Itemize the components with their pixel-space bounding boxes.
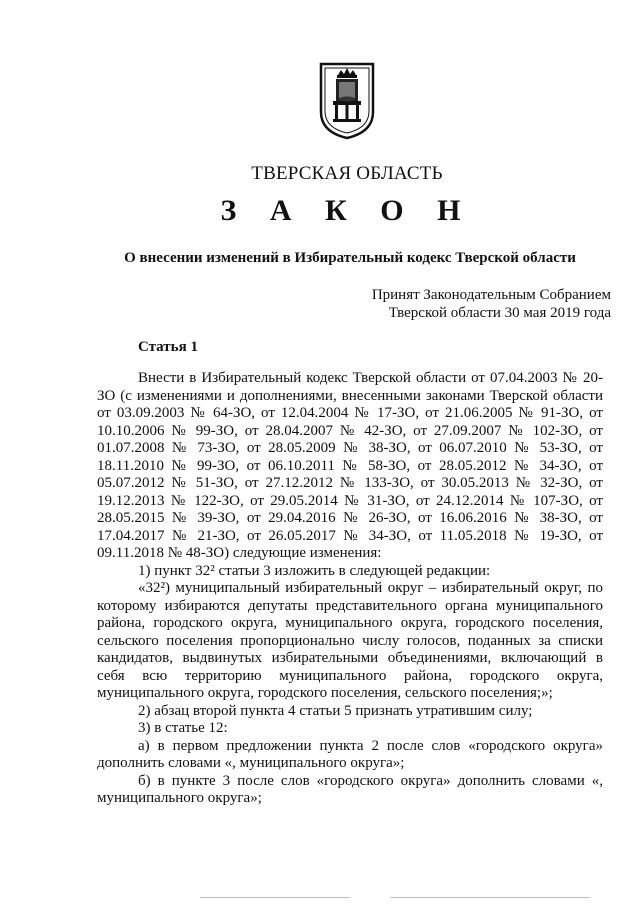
article-paragraph: б) в пункте 3 после слов «городского округа» дополнить словами «, муниципального округа»;	[97, 772, 603, 806]
article-paragraph: а) в первом предложении пункта 2 после слов «городского округа» дополнить словами «, муниципального округа»;	[97, 737, 603, 771]
region-name: ТВЕРСКАЯ ОБЛАСТЬ	[251, 163, 443, 184]
article-paragraph: 2) абзац второй пункта 4 статьи 5 признать утратившим силу;	[138, 702, 533, 719]
adoption-line-1: Принят Законодательным Собранием	[371, 287, 611, 303]
article-paragraph: Внести в Избирательный кодекс Тверской области от 07.04.2003 № 20-ЗО (с изменениями и дополнениями, внесенными законами Тверской области от 03.09.2003 № 64-ЗО, от 12.04.2004 № 17-ЗО, от 21.06.2005 № 91-ЗО, от 10.10.2006 № 99-ЗО, от 28.04.2007 № 42-ЗО, от 27.09.2007 № 102-ЗО, от 01.07.2008 № 73-ЗО, от 28.05.2009 № 38-ЗО, от 06.07.2010 № 53-ЗО, от 18.11.2010 № 99-ЗО, от 06.10.2011 № 58-ЗО, от 28.05.2012 № 34-ЗО, от 05.07.2012 № 51-ЗО, от 27.12.2012 № 133-ЗО, от 30.05.2013 № 32-ЗО, от 19.12.2013 № 122-ЗО, от 29.05.2014 № 31-ЗО, от 24.12.2014 № 107-ЗО, от 28.05.2015 № 39-ЗО, от 29.04.2016 № 26-ЗО, от 16.06.2016 № 38-ЗО, от 17.04.2017 № 21-ЗО, от 26.05.2017 № 34-ЗО, от 11.05.2018 № 19-ЗО, от 09.11.2018 № 48-ЗО) следующие изменения:	[97, 370, 603, 561]
article-paragraph: «32²) муниципальный избирательный округ – избирательный округ, по которому избираются депутаты представительного органа муниципального района, городского округа, муниципального округа, городского поселения, сельского поселения пропорционально числу голосов, поданных за списки кандидатов, выдвинутых избирательными объединениями, включающий в себя всю территорию муниципального района, городского округа, муниципального округа, городского поселения, сельского поселения;»;	[97, 580, 603, 701]
footer-divider	[390, 897, 590, 898]
article-paragraph: 1) пункт 32² статьи 3 изложить в следующей редакции:	[138, 562, 491, 579]
article-paragraph: 3) в статье 12:	[138, 720, 228, 736]
article-heading: Статья 1	[138, 339, 198, 355]
footer-divider	[200, 897, 350, 898]
coat-of-arms-icon	[319, 62, 375, 140]
adoption-note	[291, 286, 611, 322]
law-title: О внесении изменений в Избирательный кодекс Тверской области	[124, 250, 576, 266]
adoption-line-2: Тверской области 30 мая 2019 года	[388, 305, 611, 321]
document-type: З А К О Н	[220, 194, 474, 227]
article-body	[97, 370, 603, 808]
